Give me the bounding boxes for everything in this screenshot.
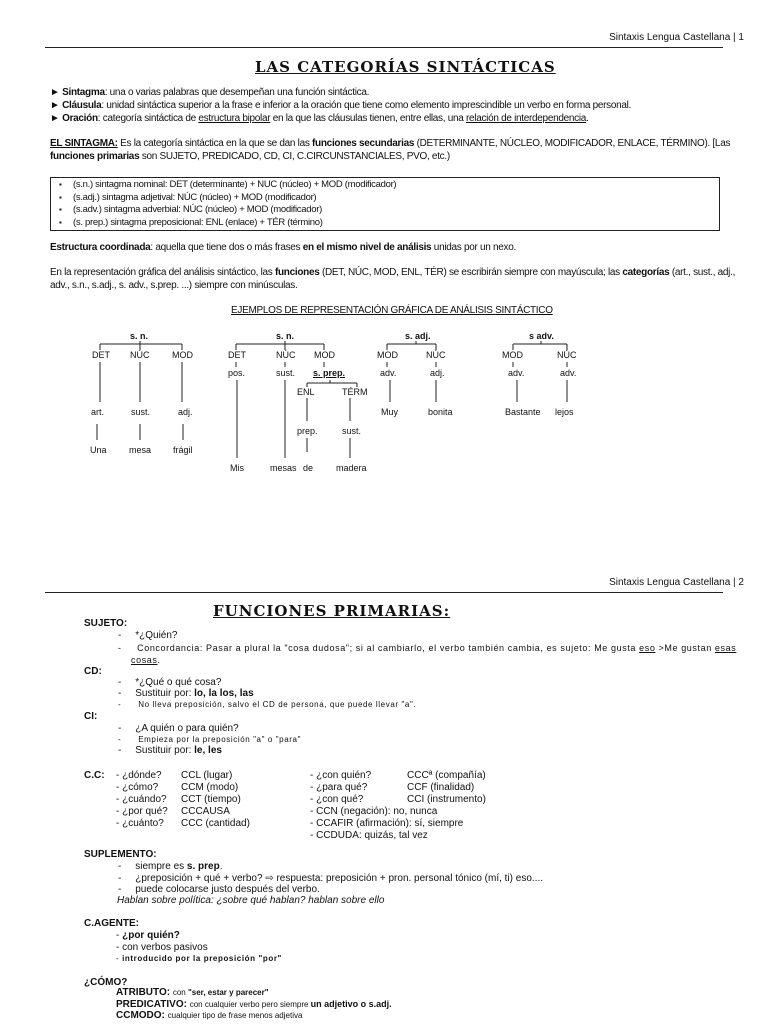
tree1-root: s. n. [130, 331, 149, 341]
page2-title: FUNCIONES PRIMARIAS: [213, 602, 451, 620]
page-title: LAS CATEGORÍAS SINTÁCTICAS [255, 58, 556, 76]
sujeto-item-1: - *¿Quién? [118, 630, 178, 641]
tree3-word-bonita: bonita [428, 407, 453, 417]
cd-item-3: - No lleva preposición, salvo el CD de persona, que puede llevar "a". [118, 700, 417, 709]
tree2-word-de: de [303, 463, 314, 473]
tree2-func-enl: ENL [297, 387, 315, 397]
tree1-func-mod: MOD [172, 350, 193, 360]
cc-left-a-2: CCM (modo) [181, 782, 239, 793]
def-oracion: ► Oración: categoría sintáctica de estructura bipolar en la que las cláusulas tienen, entre ellas, una relación de interdependencia. [50, 113, 589, 124]
sujeto-item-2-cont: cosas. [131, 655, 161, 665]
como-ccmodo: CCMODO: cualquier tipo de frase menos adjetiva [116, 1010, 303, 1021]
tree2-func-mod: MOD [314, 350, 335, 360]
list-item: ▪ (s. prep.) sintagma preposicional: ENL (enlace) + TÉR (término) [51, 217, 719, 230]
tree2-word-madera: madera [336, 463, 367, 473]
tree2-func-term: TÉRM [342, 387, 368, 397]
tree2-word-mis: Mis [230, 463, 244, 473]
cc-right-q-2: - ¿para qué? [310, 782, 368, 793]
tree2-cat-sust: sust. [276, 368, 296, 378]
cc-label: C.C: [84, 770, 105, 781]
tree3-word-muy: Muy [381, 407, 399, 417]
tree1-cat-adj: adj. [178, 407, 193, 417]
tree4-func-mod: MOD [502, 350, 523, 360]
suplemento-label: SUPLEMENTO: [84, 849, 157, 860]
sujeto-item-2: - Concordancia: Pasar a plural la "cosa dudosa"; si al cambiarlo, el verbo también cambia, es sujeto: Me gusta eso >Me gustan esas [118, 643, 737, 653]
tree2-func-nuc: NÚC [276, 350, 296, 360]
list-item: ▪ (s.adj.) sintagma adjetival: NÚC (núcleo) + MOD (modificador) [51, 192, 719, 205]
tree1-cat-art: art. [91, 407, 105, 417]
cc-right-a-3: CCI (instrumento) [407, 794, 486, 805]
suplemento-item-2: - ¿preposición + qué + verbo? ⇨ respuesta: preposición + pron. personal tónico (mí, ti) eso.... [118, 873, 543, 884]
sintagma-paragraph-line2: funciones primarias son SUJETO, PREDICADO, CD, CI, C.CIRCUNSTANCIALES, PVO, etc.) [50, 151, 450, 162]
ci-item-3: - Sustituir por: le, les [118, 745, 222, 756]
tree4-func-nuc: NÚC [557, 350, 577, 360]
examples-title: EJEMPLOS DE REPRESENTACIÓN GRÁFICA DE ANÁLISIS SINTÁCTICO [231, 305, 553, 316]
ci-item-2: - Empieza por la preposición "a" o "para" [118, 735, 302, 744]
cc-left-q-2: - ¿cómo? [116, 782, 159, 793]
suplemento-item-3: - puede colocarse justo después del verbo. [118, 884, 320, 895]
cc-left-a-5: CCC (cantidad) [181, 818, 250, 829]
sujeto-label: SUJETO: [84, 618, 128, 629]
cc-right-q-1: - ¿con quién? [310, 770, 372, 781]
como-atributo: ATRIBUTO: con "ser, estar y parecer" [116, 987, 269, 998]
tree4-word-bastante: Bastante [505, 407, 541, 417]
tree4-word-lejos: lejos [555, 407, 574, 417]
tree1-word-fragil: frágil [173, 445, 193, 455]
cd-item-1: - *¿Qué o qué cosa? [118, 677, 222, 688]
cc-right-a-2: CCF (finalidad) [407, 782, 475, 793]
tree2-root: s. n. [276, 331, 295, 341]
cc-left-q-4: - ¿por qué? [116, 806, 168, 817]
cd-label: CD: [84, 666, 102, 677]
page2-header: Sintaxis Lengua Castellana | 2 [609, 577, 744, 588]
def-clausula: ► Cláusula: unidad sintáctica superior a la frase e inferior a la oración que tiene como elemento imprescindible un verbo en forma personal. [50, 100, 632, 111]
tree1-cat-sust: sust. [131, 407, 151, 417]
ci-item-1: - ¿A quién o para quién? [118, 723, 239, 734]
agente-item-2: - con verbos pasivos [116, 942, 208, 953]
cc-left-a-3: CCT (tiempo) [181, 794, 241, 805]
tree4-root: s adv. [529, 331, 554, 341]
cc-left-q-5: - ¿cuánto? [116, 818, 164, 829]
tree1-func-nuc: NÚC [130, 350, 150, 360]
tree4-cat-adv2: adv. [560, 368, 577, 378]
suplemento-example: Hablan sobre política: ¿sobre qué hablan? hablan sobre ello [117, 895, 385, 906]
cc-left-q-1: - ¿dónde? [116, 770, 162, 781]
tree2-word-mesas: mesas [270, 463, 297, 473]
page-header: Sintaxis Lengua Castellana | 1 [609, 32, 744, 43]
repr-paragraph-line2: adv., s.n., s.adj., s. adv., s.prep. ...) siempre con minúsculas. [50, 280, 298, 291]
cc-right-a-1: CCCª (compañía) [407, 770, 486, 781]
cc-right-q-3: - ¿con qué? [310, 794, 364, 805]
tree3-func-mod: MOD [377, 350, 398, 360]
cc-right-q-5: - CCAFIR (afirmación): sí, siempre [310, 818, 464, 829]
tree4-cat-adv1: adv. [508, 368, 525, 378]
agente-label: C.AGENTE: [84, 918, 139, 929]
cc-left-a-4: CCCAUSA [181, 806, 230, 817]
list-item: ▪ (s.n.) sintagma nominal: DET (determinante) + NUC (núcleo) + MOD (modificador) [51, 179, 719, 192]
cc-left-q-3: - ¿cuándo? [116, 794, 167, 805]
tree1-word-una: Una [90, 445, 107, 455]
cc-right-q-6: - CCDUDA: quizás, tal vez [310, 830, 428, 841]
cc-right-q-4: - CCN (negación): no, nunca [310, 806, 438, 817]
ci-label: CI: [84, 711, 98, 722]
cc-left-a-1: CCL (lugar) [181, 770, 233, 781]
cd-item-2: - Sustituir por: lo, la los, las [118, 688, 254, 699]
repr-paragraph-line1: En la representación gráfica del análisis sintáctico, las funciones (DET, NÚC, MOD, ENL, TÉR) se escribirán siempre con mayúscula; las categorías (art., sust., adj., [50, 267, 736, 278]
tree2-cat-sprep: s. prep. [313, 368, 346, 378]
tree2-cat-pos: pos. [228, 368, 246, 378]
tree2-cat-prep: prep. [297, 426, 318, 436]
list-item: ▪ (s.adv.) sintagma adverbial: NÚC (núcleo) + MOD (modificador) [51, 204, 719, 217]
tree3-root: s. adj. [405, 331, 431, 341]
tree1-word-mesa: mesa [129, 445, 152, 455]
tree3-cat-adv: adv. [380, 368, 397, 378]
def-sintagma: ► Sintagma: una o varias palabras que desempeñan una función sintáctica. [50, 87, 370, 98]
header2-rule [45, 592, 723, 593]
sintagma-paragraph-line1: EL SINTAGMA: Es la categoría sintáctica en la que se dan las funciones secundarias (DETERMINANTE, NÚCLEO, MODIFICADOR, ENLACE, TÉRMINO). [Las [50, 138, 731, 149]
tree2-func-det: DET [228, 350, 246, 360]
coordinada-paragraph: Estructura coordinada: aquella que tiene dos o más frases en el mismo nivel de análisis unidas por un nexo. [50, 242, 516, 253]
header-rule [45, 47, 723, 48]
suplemento-item-1: - siempre es s. prep. [118, 861, 223, 872]
como-label: ¿CÓMO? [84, 977, 128, 988]
agente-item-1: - ¿por quién? [116, 930, 180, 941]
sintagma-types-box [50, 177, 720, 231]
tree2-cat-sust2: sust. [342, 426, 362, 436]
como-predicativo: PREDICATIVO: con cualquier verbo pero siempre un adjetivo o s.adj. [116, 999, 392, 1010]
agente-item-3: - introducido por la preposición "por" [116, 954, 282, 963]
tree3-cat-adj: adj. [430, 368, 445, 378]
tree1-func-det: DET [92, 350, 110, 360]
tree3-func-nuc: NÚC [426, 350, 446, 360]
